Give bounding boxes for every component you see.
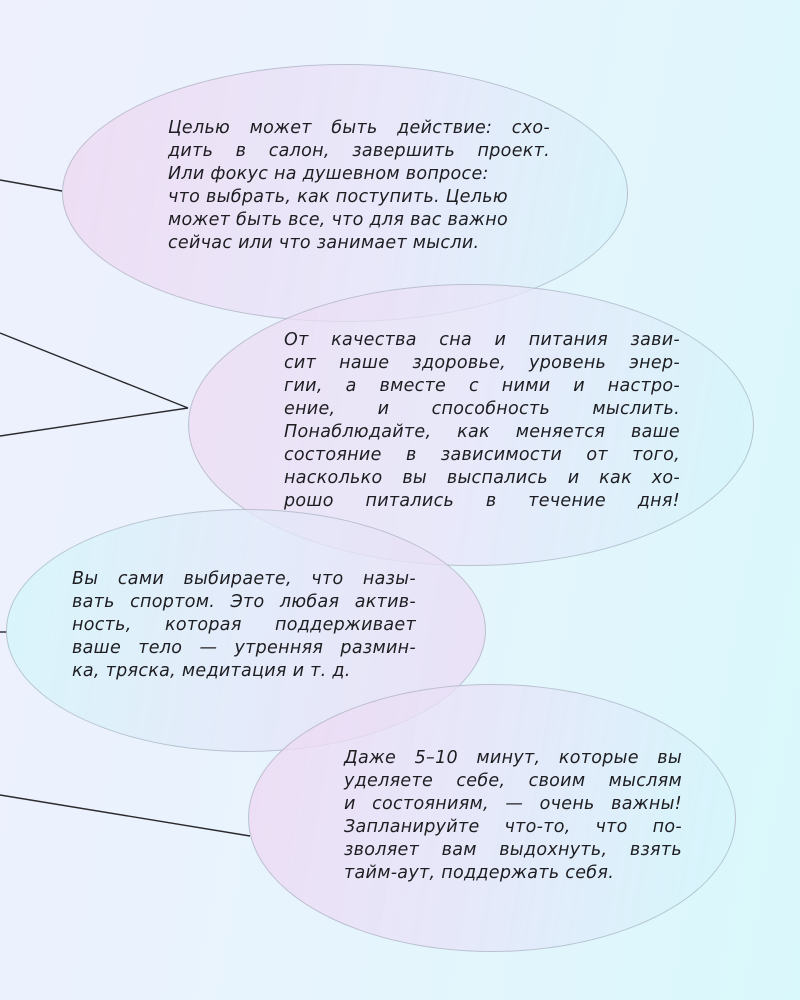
text-line: ение, и способность мыслить. <box>284 399 680 419</box>
text-line: зволяет вам выдохнуть, взять <box>344 840 682 860</box>
text-line: Или фокус на душевном вопросе: <box>168 164 489 184</box>
text-line: ка, тряска, медитация и т. д. <box>72 661 351 681</box>
text-line: Целью может быть действие: схо- <box>168 118 550 138</box>
self-care-paragraph <box>344 747 682 885</box>
text-line: дить в салон, завершить проект. <box>168 141 550 161</box>
connector-line-2b <box>0 408 188 436</box>
connector-line-4 <box>0 795 250 836</box>
text-line: Даже 5–10 минут, которые вы <box>344 748 682 768</box>
text-line: От качества сна и питания зави- <box>284 330 680 350</box>
text-line: уделяете себе, своим мыслям <box>344 771 682 791</box>
text-line: гии, а вместе с ними и настро- <box>284 376 680 396</box>
text-line: рошо питались в течение дня! <box>284 491 680 511</box>
text-line: сейчас или что занимает мысли. <box>168 233 480 253</box>
text-line: тайм-аут, поддержать себя. <box>344 863 615 883</box>
sport-paragraph <box>72 568 416 683</box>
text-line: состояние в зависимости от того, <box>284 445 680 465</box>
text-line: и состояниям, — очень важны! <box>344 794 682 814</box>
text-line: может быть все, что для вас важно <box>168 210 508 230</box>
text-line: ность, которая поддерживает <box>72 615 416 635</box>
text-line: Вы сами выбираете, что назы- <box>72 569 416 589</box>
text-line: Запланируйте что-то, что по- <box>344 817 682 837</box>
text-line: насколько вы выспались и как хо- <box>284 468 680 488</box>
text-line: ваше тело — утренняя размин- <box>72 638 416 658</box>
sleep-nutrition-paragraph <box>284 329 680 513</box>
connector-line-2a <box>0 333 188 408</box>
text-line: Понаблюдайте, как меняется ваше <box>284 422 680 442</box>
text-line: что выбрать, как поступить. Целью <box>168 187 508 207</box>
goal-paragraph <box>168 117 550 255</box>
text-line: вать спортом. Это любая актив- <box>72 592 416 612</box>
text-line: сит наше здоровье, уровень энер- <box>284 353 680 373</box>
connector-line-1 <box>0 180 62 191</box>
